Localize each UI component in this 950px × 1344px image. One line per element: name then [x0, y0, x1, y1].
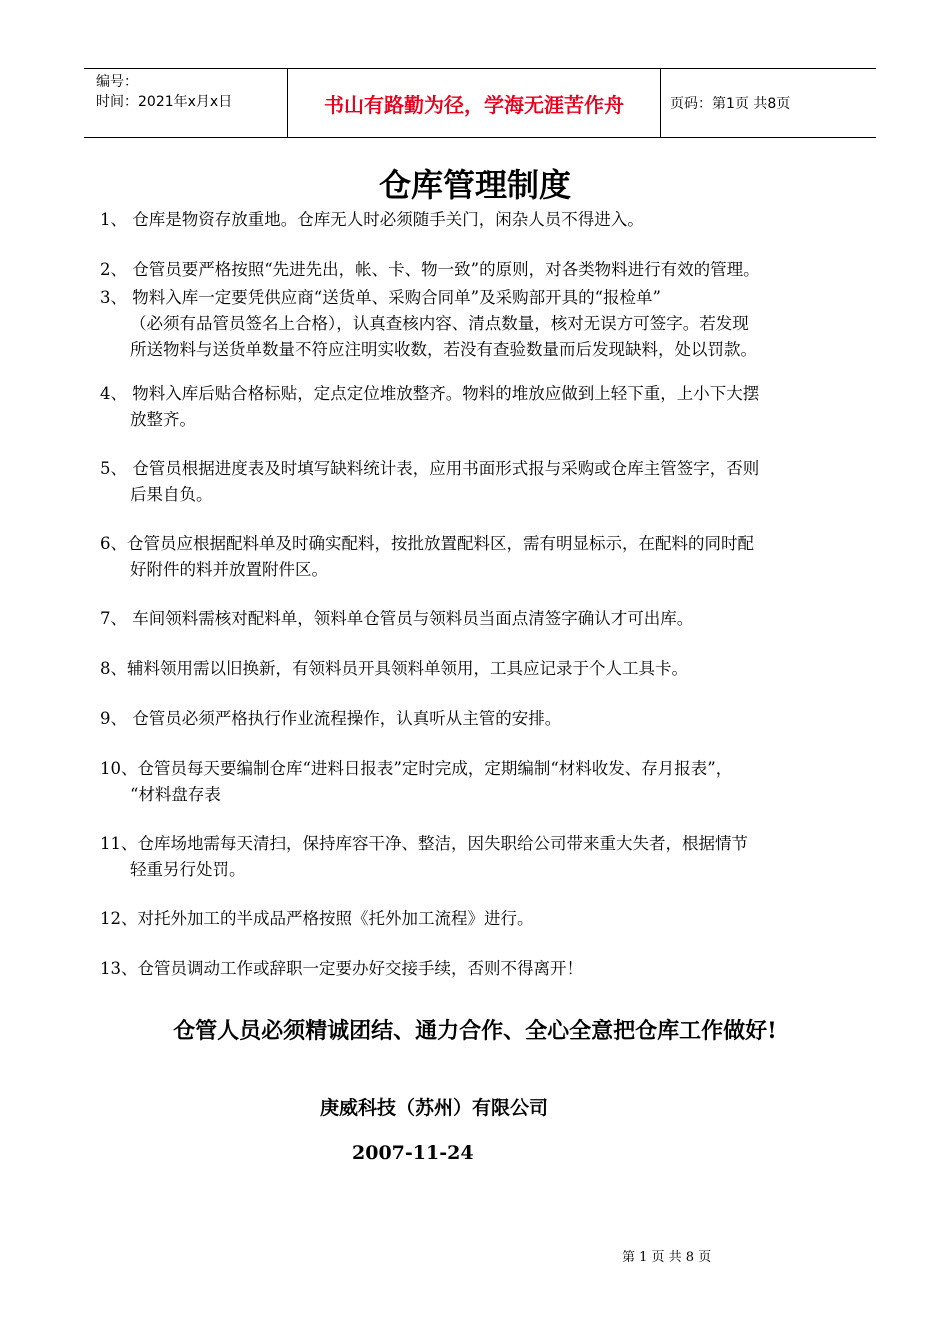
rule-line: 5、 仓管员根据进度表及时填写缺料统计表，应用书面形式报与采购或仓库主管签字，否则: [100, 459, 760, 478]
rule-item: [100, 831, 890, 883]
rule-line: 轻重另行处罚。: [130, 860, 246, 879]
company-name: 庚威科技（苏州）有限公司: [320, 1097, 549, 1119]
rule-item: [100, 456, 890, 508]
rule-item: [100, 531, 890, 583]
rule-line: 13、仓管员调动工作或辞职一定要办好交接手续，否则不得离开！: [100, 959, 583, 978]
rule-line: 12、对托外加工的半成品严格按照《托外加工流程》进行。: [100, 909, 534, 928]
document-date: 2007-11-24: [352, 1142, 474, 1164]
rule-item: [100, 285, 890, 363]
closing-statement: 仓管人员必须精诚团结、通力合作、全心全意把仓库工作做好!: [173, 1018, 777, 1044]
code-label: 编号：: [96, 74, 138, 90]
rule-line: 6、仓管员应根据配料单及时确实配料，按批放置配料区，需有明显标示，在配料的同时配: [100, 534, 754, 553]
rule-line: 放整齐。: [130, 410, 196, 429]
rule-line: 7、 车间领料需核对配料单，领料单仓管员与领料员当面点清签字确认才可出库。: [100, 609, 694, 628]
rule-item: [100, 257, 890, 283]
header-page-number: 页码：第1页 共8页: [670, 96, 791, 112]
rule-line: 后果自负。: [130, 485, 213, 504]
rule-item: [100, 606, 890, 632]
rule-line: 好附件的料并放置附件区。: [130, 560, 328, 579]
rule-line: 8、辅料领用需以旧换新，有领料员开具领料单领用，工具应记录于个人工具卡。: [100, 659, 688, 678]
header-meta: [84, 69, 286, 137]
rule-item: [100, 656, 890, 682]
rule-line: 9、 仓管员必须严格执行作业流程操作，认真听从主管的安排。: [100, 709, 562, 728]
rule-item: [100, 381, 890, 433]
rule-line: 1、 仓库是物资存放重地。仓库无人时必须随手关门，闲杂人员不得进入。: [100, 210, 644, 229]
rule-line: 2、 仓管员要严格按照“先进先出，帐、卡、物一致”的原则，对各类物料进行有效的管理。: [100, 260, 760, 279]
rule-item: [100, 906, 890, 932]
rule-item: [100, 706, 890, 732]
rule-line: 所送物料与送货单数量不符应注明实收数，若没有查验数量而后发现缺料，处以罚款。: [130, 340, 757, 359]
rule-line: 11、仓库场地需每天清扫，保持库容干净、整洁，因失职给公司带来重大失者，根据情节: [100, 834, 748, 853]
rule-line: “材料盘存表: [130, 785, 221, 804]
footer-page-text: 第 1 页 共 8 页: [622, 1250, 712, 1265]
rule-line: （必须有品管员签名上合格），认真查核内容、清点数量，核对无误方可签字。若发现: [130, 314, 749, 333]
time-label: 时间：2021年x月x日: [96, 94, 233, 110]
rule-item: [100, 207, 890, 233]
rule-item: [100, 956, 890, 982]
rule-line: 3、 物料入库一定要凭供应商“送货单、采购合同单”及采购部开具的“报检单”: [100, 288, 661, 307]
header-motto: 书山有路勤为径，学海无涯苦作舟: [287, 69, 661, 137]
rule-item: [100, 756, 890, 808]
rule-line: 4、 物料入库后贴合格标贴，定点定位堆放整齐。物料的堆放应做到上轻下重，上小下大摆: [100, 384, 760, 403]
page-header: [84, 68, 876, 138]
rule-line: 10、仓管员每天要编制仓库“进料日报表”定时完成，定期编制“材料收发、存月报表”，: [100, 759, 733, 778]
document-title: 仓库管理制度: [378, 166, 571, 204]
